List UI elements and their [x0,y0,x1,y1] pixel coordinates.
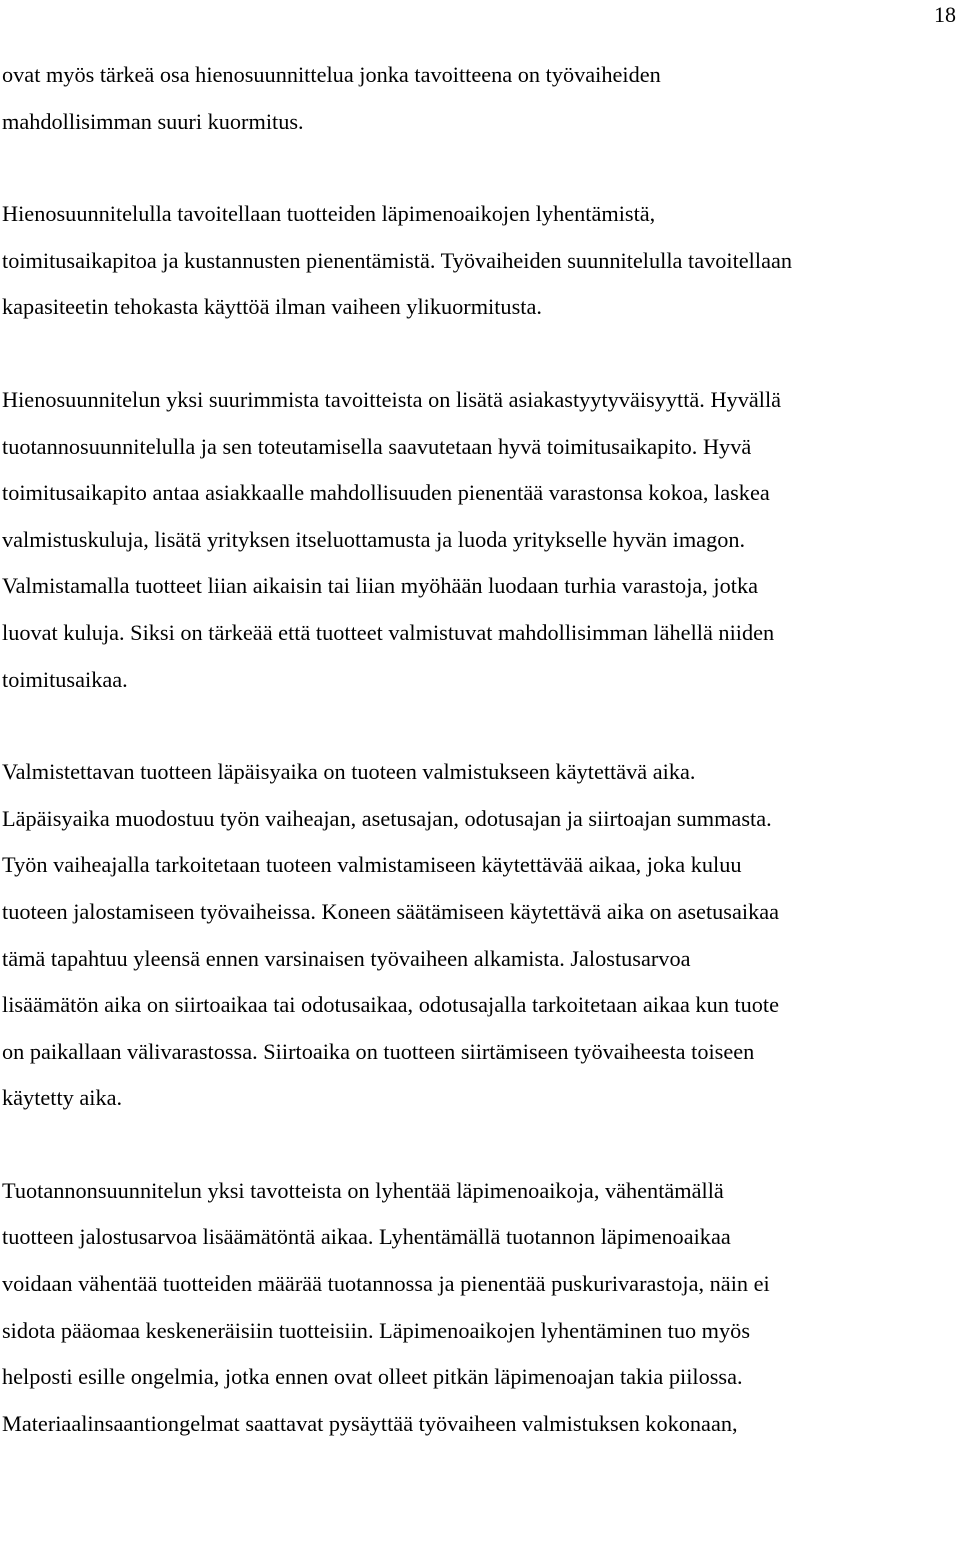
paragraph-continuation: ovat myös tärkeä osa hienosuunnittelua jonka tavoitteena on työvaiheiden mahdollisimman suuri kuormitus. [2,62,661,134]
paragraph-scheduling-goals: Hienosuunnitelulla tavoitellaan tuotteiden läpimenoaikojen lyhentämistä, toimitusaikapitoa ja kustannusten pienentämistä. Työvaiheiden suunnitelulla tavoitellaan kapasiteetin tehokasta käyttöä ilman vaiheen ylikuormitusta. [2,201,793,320]
paragraph-lead-time-definition: Valmistettavan tuotteen läpäisyaika on tuoteen valmistukseen käytettävä aika. Läpäisyaika muodostuu työn vaiheajan, asetusajan, odotusajan ja siirtoajan summasta. Työn vaiheajalla tarkoitetaan tuoteen valmistamiseen käytettävää aikaa, joka kuluu tuoteen jalostamiseen työvaiheissa. Koneen säätämiseen käytettävä aika on asetusaikaa tämä tapahtuu yleensä ennen varsinaisen työvaiheen alkamista. Jalostusarvoa lisäämätön aika on siirtoaikaa tai odotusaikaa, odotusajalla tarkoitetaan aikaa kun tuote on paikallaan välivarastossa. Siirtoaika on tuotteen siirtämiseen työvaiheesta toiseen käytetty aika. [2,759,780,1111]
page-number: 18 [934,2,956,27]
paragraph-lead-time-reduction: Tuotannonsuunnitelun yksi tavotteista on lyhentää läpimenoaikoja, vähentämällä tuotteen jalostusarvoa lisäämätöntä aikaa. Lyhentämällä tuotannon läpimenoaikaa voidaan vähentää tuotteiden määrää tuotannossa ja pienentää puskurivarastoja, näin ei sidota pääomaa keskeneräisiin tuotteisiin. Läpimenoaikojen lyhentäminen tuo myös helposti esille ongelmia, jotka ennen ovat olleet pitkän läpimenoajan takia piilossa. Materiaalinsaantiongelmat saattavat pysäyttää työvaiheen valmistuksen kokonaan, [2,1177,770,1436]
paragraph-customer-satisfaction: Hienosuunnitelun yksi suurimmista tavoitteista on lisätä asiakastyytyväisyyttä. Hyvällä tuotannosuunnitelulla ja sen toteutamisella saavutetaan hyvä toimitusaikapito. Hyvä toimitusaikapito antaa asiakkaalle mahdollisuuden pienentää varastonsa kokoa, laskea valmistuskuluja, lisätä yrityksen itseluottamusta ja luoda yritykselle hyvän imagon. Valmistamalla tuotteet liian aikaisin tai liian myöhään luodaan turhia varastoja, jotka luovat kuluja. Siksi on tärkeää että tuotteet valmistuvat mahdollisimman lähellä niiden toimitusaikaa. [2,386,782,692]
document-body [2,52,956,1447]
